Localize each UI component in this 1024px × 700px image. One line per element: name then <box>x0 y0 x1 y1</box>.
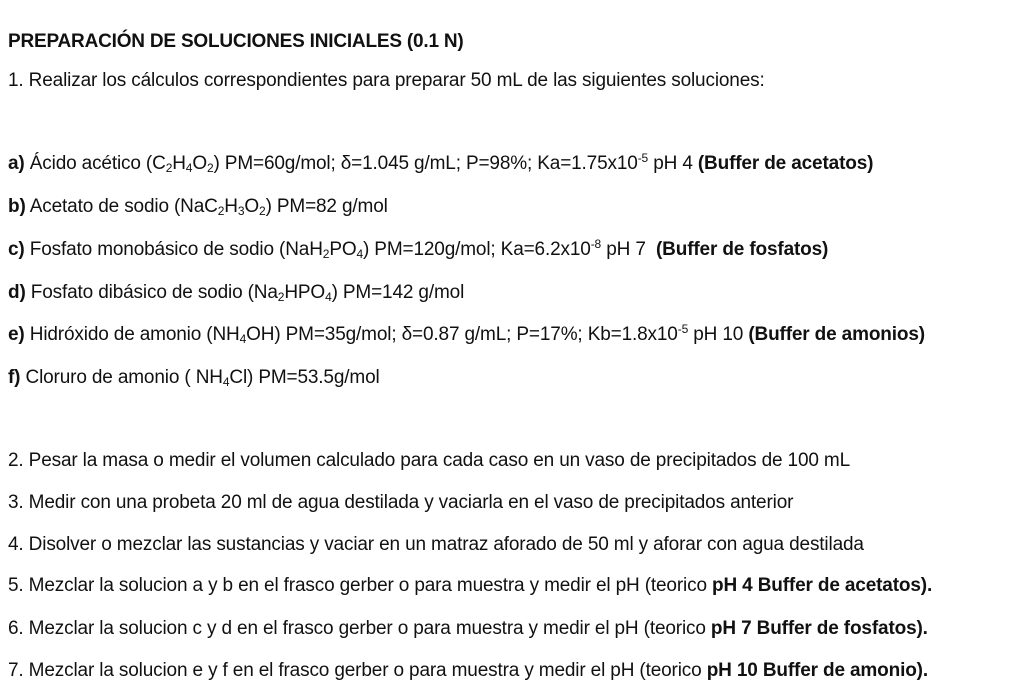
item-e <box>8 323 1018 347</box>
item-b-sub-1: 2 <box>217 204 225 218</box>
item-a-name: Ácido acético (C <box>29 153 166 174</box>
step-1: 1. Realizar los cálculos correspondientes para preparar 50 mL de las siguientes soluciones: <box>8 70 765 91</box>
item-b-letter: b) <box>8 196 26 217</box>
item-b-f2: H <box>224 196 238 217</box>
item-e-sub-1: 4 <box>239 332 247 346</box>
item-d-letter: d) <box>8 282 26 303</box>
item-a-f4: O <box>192 153 207 174</box>
step-2: 2. Pesar la masa o medir el volumen calculado para cada caso en un vaso de precipitados de 100 mL <box>8 450 851 471</box>
item-a-sub-1: 2 <box>165 161 173 175</box>
item-a <box>8 152 1018 176</box>
step-7-text: 7. Mezclar la solucion e y f en el frasco gerber o para muestra y medir el pH (teorico <box>8 660 707 681</box>
item-b-sub-2: 3 <box>237 204 245 218</box>
item-f <box>8 366 1018 390</box>
item-c-exponent: -8 <box>590 237 602 251</box>
item-a-f2: H <box>172 153 186 174</box>
item-f-sub-1: 4 <box>222 375 230 389</box>
item-e-ph: pH 10 <box>688 324 749 345</box>
item-c-name: Fosfato monobásico de sodio (NaH <box>29 239 323 260</box>
step-5-bold: pH 4 Buffer de acetatos). <box>712 575 933 596</box>
item-d <box>8 281 1018 305</box>
step-7 <box>8 659 1018 683</box>
item-e-buffer: (Buffer de amonios) <box>748 324 925 345</box>
item-c-sub-2: 4 <box>356 247 363 261</box>
item-d-props: ) PM=142 g/mol <box>331 282 465 303</box>
item-a-buffer: (Buffer de acetatos) <box>697 153 874 174</box>
item-c-ph: pH 7 <box>601 239 656 260</box>
step-3: 3. Medir con una probeta 20 ml de agua destilada y vaciarla en el vaso de precipitados anterior <box>8 492 794 513</box>
item-f-name: Cloruro de amonio ( NH <box>25 367 223 388</box>
item-e-letter: e) <box>8 324 25 345</box>
item-e-name: Hidróxido de amonio (NH <box>29 324 240 345</box>
item-b-sub-3: 2 <box>259 204 266 218</box>
item-d-name: Fosfato dibásico de sodio (Na <box>30 282 278 303</box>
item-a-ph: pH 4 <box>648 153 698 174</box>
item-a-exponent: -5 <box>637 151 649 165</box>
item-a-props: ) PM=60g/mol; δ=1.045 g/mL; P=98%; Ka=1.75x10 <box>213 153 638 174</box>
step-4: 4. Disolver o mezclar las sustancias y vaciar en un matraz aforado de 50 ml y aforar con agua destilada <box>8 534 864 555</box>
item-b-name: Acetato de sodio (NaC <box>29 196 218 217</box>
step-5 <box>8 574 1018 598</box>
item-c-props: ) PM=120g/mol; Ka=6.2x10 <box>363 239 591 260</box>
item-c-f2: PO <box>329 239 357 260</box>
item-e-f2: OH) PM=35g/mol; δ=0.87 g/mL; P=17%; Kb=1.8x10 <box>246 324 678 345</box>
step-6-bold: pH 7 Buffer de fosfatos). <box>710 618 928 639</box>
item-f-props: Cl) PM=53.5g/mol <box>229 367 380 388</box>
item-d-sub-2: 4 <box>325 290 332 304</box>
item-b-f4: O <box>244 196 260 217</box>
item-d-f2: HPO <box>284 282 326 303</box>
item-c <box>8 238 1018 262</box>
step-6-text: 6. Mezclar la solucion c y d en el frasco gerber o para muestra y medir el pH (teorico <box>8 618 711 639</box>
item-f-letter: f) <box>8 367 21 388</box>
item-c-sub-1: 2 <box>322 247 330 261</box>
step-7-bold: pH 10 Buffer de amonio). <box>706 660 928 681</box>
item-a-sub-3: 2 <box>206 161 214 175</box>
step-6 <box>8 617 1018 641</box>
item-c-buffer: (Buffer de fosfatos) <box>656 239 829 260</box>
item-b <box>8 195 1018 219</box>
item-a-letter: a) <box>8 153 25 174</box>
item-a-sub-2: 4 <box>185 161 193 175</box>
item-c-letter: c) <box>8 239 25 260</box>
step-5-text: 5. Mezclar la solucion a y b en el frasco gerber o para muestra y medir el pH (teorico <box>8 575 712 596</box>
item-b-props: ) PM=82 g/mol <box>265 196 388 217</box>
page-title: PREPARACIÓN DE SOLUCIONES INICIALES (0.1 N) <box>8 31 464 52</box>
item-e-exponent: -5 <box>677 322 689 336</box>
item-d-sub-1: 2 <box>277 290 285 304</box>
